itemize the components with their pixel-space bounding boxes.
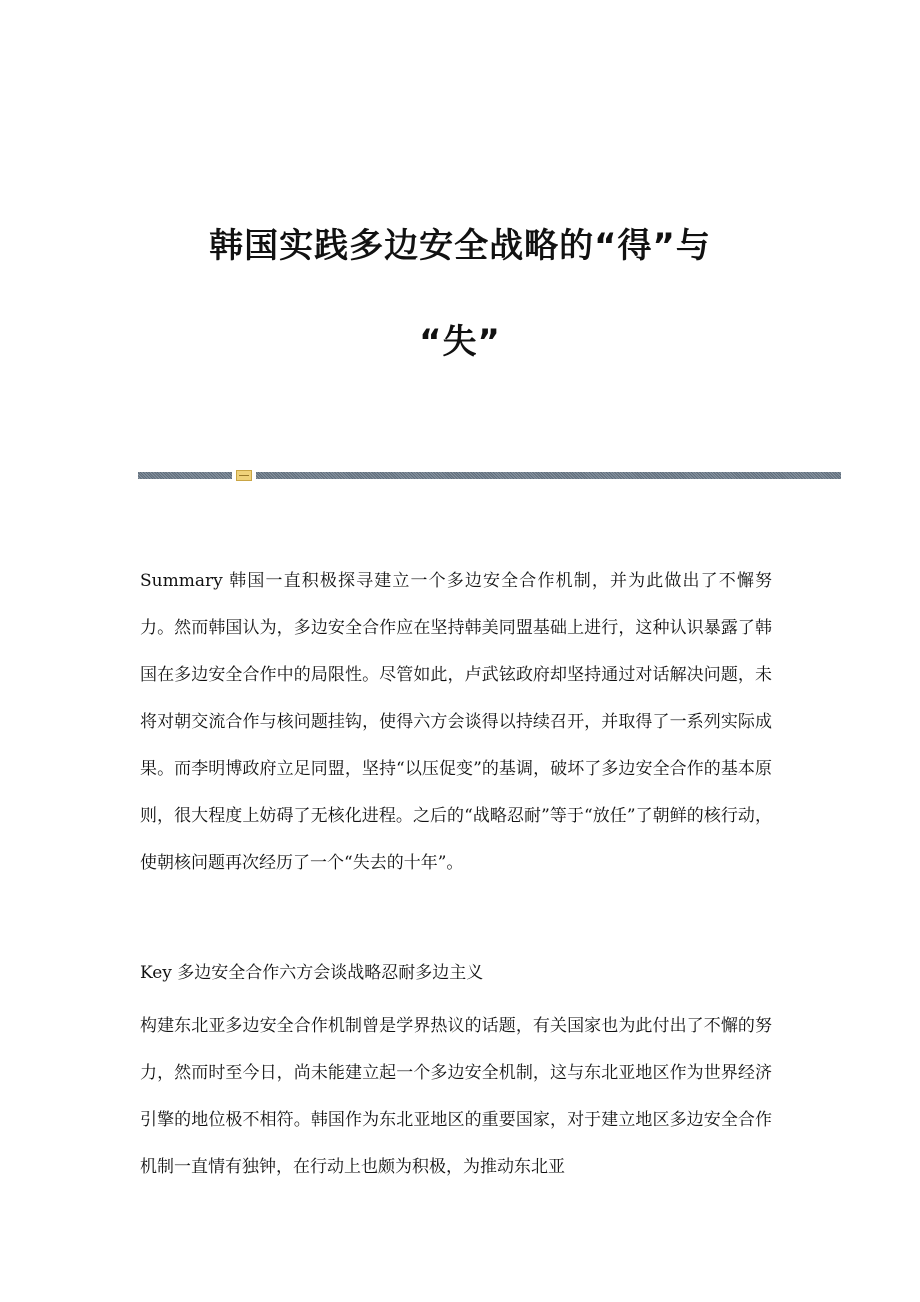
envelope-icon xyxy=(236,470,252,481)
divider-bar-left xyxy=(138,472,232,479)
document-title-line-1: 韩国实践多边安全战略的“得”与 xyxy=(209,226,711,266)
keywords-line: Key 多边安全合作六方会谈战略忍耐多边主义 xyxy=(140,963,484,983)
title-divider xyxy=(138,470,841,481)
intro-paragraph: 构建东北亚多边安全合作机制曾是学界热议的话题，有关国家也为此付出了不懈的努力，然而时至今日，尚未能建立起一个多边安全机制，这与东北亚地区作为世界经济引擎的地位极不相符。韩国作为东北亚地区的重要国家，对于建立地区多边安全合作机制一直情有独钟，在行动上也颇为积极，为推动东北亚 xyxy=(140,1016,772,1177)
document-title-line-2: “失” xyxy=(419,322,501,362)
summary-paragraph: Summary 韩国一直积极探寻建立一个多边安全合作机制，并为此做出了不懈努力。然而韩国认为，多边安全合作应在坚持韩美同盟基础上进行，这种认识暴露了韩国在多边安全合作中的局限性。尽管如此，卢武铉政府却坚持通过对话解决问题，未将对朝交流合作与核问题挂钩，使得六方会谈得以持续召开，并取得了一系列实际成果。而李明博政府立足同盟，坚持“以压促变”的基调，破坏了多边安全合作的基本原则，很大程度上妨碍了无核化进程。之后的“战略忍耐”等于“放任”了朝鲜的核行动，使朝核问题再次经历了一个“失去的十年”。 xyxy=(140,571,772,873)
divider-bar-right xyxy=(256,472,841,479)
